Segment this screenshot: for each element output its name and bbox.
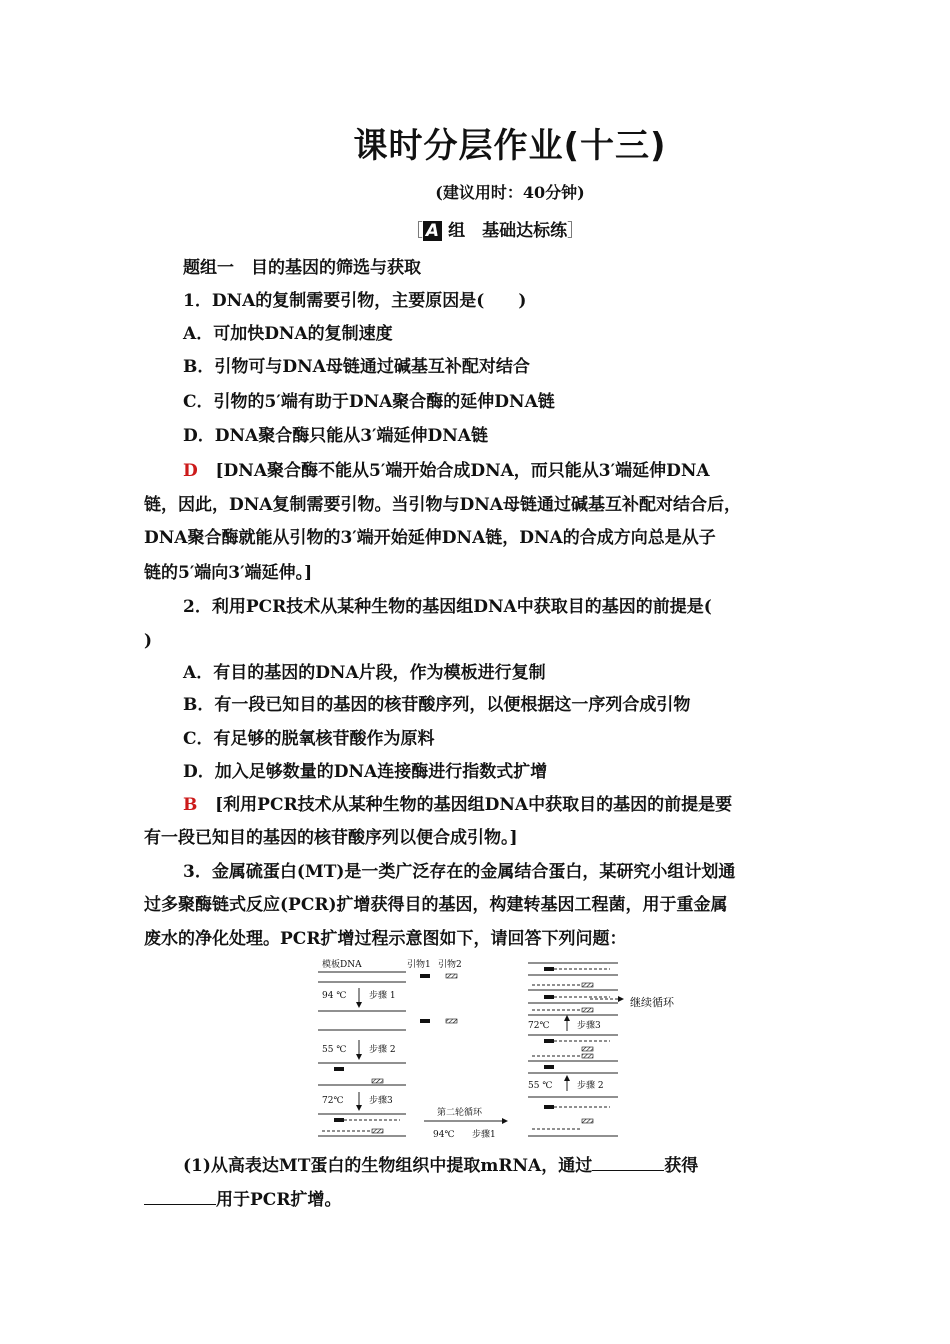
q2-option-b: B．有一段已知目的基因的核苷酸序列，以便根据这一序列合成引物 [183, 695, 691, 715]
primer1-mark [420, 974, 430, 978]
arrow-down-icon [356, 1054, 362, 1060]
q2-stem-cont: ) [144, 631, 153, 651]
q1-explanation-line: 链，因此，DNA复制需要引物。当引物与DNA母链通过碱基互补配对结合后， [144, 495, 741, 515]
q1-answer: D [183, 461, 198, 481]
q1-option-a: A．可加快DNA的复制速度 [183, 324, 393, 344]
q1-option-b: B．引物可与DNA母链通过碱基互补配对结合 [183, 357, 530, 377]
page-title: 课时分层作业(十三) [353, 126, 667, 166]
round2-step: 步骤1 [472, 1130, 496, 1140]
group-badge: A [423, 221, 442, 241]
q1-expl-text: [DNA聚合酶不能从5′端开始合成DNA，而只能从3′端延伸DNA [215, 461, 710, 481]
primer2-label: 引物2 [438, 960, 462, 970]
q3-sub1-text: (1)从高表达MT蛋白的生物组织中提取mRNA，通过 [183, 1156, 593, 1176]
q3-sub1-text: 用于PCR扩增。 [216, 1190, 342, 1210]
q3-sub1-text: 获得 [664, 1156, 699, 1176]
q1-option-d: D．DNA聚合酶只能从3′端延伸DNA链 [183, 426, 488, 446]
temp-72: 72℃ [322, 1096, 344, 1106]
arrow-down-icon [356, 1105, 362, 1111]
primer2-mark [446, 974, 457, 978]
temp-55-right: 55 ℃ [528, 1081, 553, 1091]
temp-55: 55 ℃ [322, 1045, 347, 1055]
q3-sub1 [183, 1154, 698, 1177]
q1-stem: 1．DNA的复制需要引物，主要原因是( ) [183, 291, 527, 311]
q2-option-d: D．加入足够数量的DNA连接酶进行指数式扩增 [183, 762, 548, 782]
primer1-label: 引物1 [407, 960, 431, 970]
q2-explanation-line [183, 794, 732, 816]
group-heading [0, 216, 950, 241]
arrow-up-icon [564, 1075, 570, 1081]
pcr-diagram [300, 955, 640, 1145]
q1-explanation-line [183, 460, 710, 482]
round2-label: 第二轮循环 [437, 1108, 483, 1118]
q2-option-c: C．有足够的脱氧核苷酸作为原料 [183, 729, 435, 749]
q1-option-c: C．引物的5′端有助于DNA聚合酶的延伸DNA链 [183, 392, 555, 412]
bracket-open: ［ [405, 221, 423, 241]
arrow-down-icon [356, 1002, 362, 1008]
suggested-time: (建议用时：40分钟) [435, 183, 585, 202]
step1-label: 步骤 1 [369, 991, 396, 1001]
q3-sub1-cont [144, 1188, 341, 1211]
step2-right-label: 步骤 2 [577, 1081, 604, 1091]
answer-blank[interactable] [144, 1188, 216, 1205]
arrow-right-icon [618, 996, 624, 1002]
q1-explanation-line: 链的5′端向3′端延伸。] [144, 563, 313, 583]
group-label: 组 基础达标练 [448, 221, 568, 241]
answer-blank[interactable] [592, 1154, 664, 1171]
step3-right-label: 步骤3 [577, 1021, 601, 1031]
q2-answer: B [183, 795, 198, 815]
continue-cycle-label: 继续循环 [630, 996, 674, 1009]
arrow-up-icon [564, 1015, 570, 1021]
template-label: 模板DNA [322, 960, 362, 970]
step2-label: 步骤 2 [369, 1045, 396, 1055]
temp-94: 94 ℃ [322, 991, 347, 1001]
round2-temp: 94℃ [433, 1130, 455, 1140]
q2-stem: 2．利用PCR技术从某种生物的基因组DNA中获取目的基因的前提是( [183, 597, 712, 617]
bracket-close: ］ [567, 221, 585, 241]
q1-explanation-line: DNA聚合酶就能从引物的3′端开始延伸DNA链，DNA的合成方向总是从子 [144, 528, 716, 548]
q2-option-a: A．有目的基因的DNA片段，作为模板进行复制 [183, 663, 546, 683]
step3-label: 步骤3 [369, 1096, 393, 1106]
q2-expl-text: [利用PCR技术从某种生物的基因组DNA中获取目的基因的前提是要 [215, 795, 733, 815]
q2-explanation-line: 有一段已知目的基因的核苷酸序列以便合成引物。] [144, 828, 518, 848]
section-heading: 题组一 目的基因的筛选与获取 [183, 258, 421, 278]
temp-72-right: 72℃ [528, 1021, 550, 1031]
arrow-right-icon [502, 1118, 508, 1124]
q3-stem: 废水的净化处理。PCR扩增过程示意图如下，请回答下列问题： [144, 929, 627, 949]
q3-stem: 3．金属硫蛋白(MT)是一类广泛存在的金属结合蛋白，某研究小组计划通 [183, 862, 736, 882]
q3-stem: 过多聚酶链式反应(PCR)扩增获得目的基因，构建转基因工程菌，用于重金属 [144, 895, 728, 915]
